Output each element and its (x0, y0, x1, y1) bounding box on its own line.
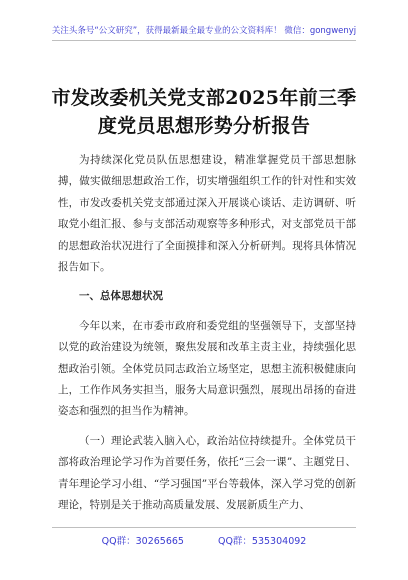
header-note: 关注头条号“公文研究”，获得最新最全最专业的公文资料库！ 微信：gongwenyj (51, 26, 357, 36)
overview-paragraph: 今年以来，在市委市政府和委党组的坚强领导下，支部坚持以党的政治建设为统领，聚焦发展和改革主责主业，持续强化思想政治引领。全体党员同志政治立场坚定，思想主流积极健康向上，工作作风务实担当，服务大局意识强烈，展现出昂扬的奋进姿态和强烈的担当作为精神。 (58, 319, 356, 418)
intro-paragraph: 为持续深化党员队伍思想建设，精准掌握党员干部思想脉搏，做实做细思想政治工作，切实增强组织工作的针对性和实效性，市发改委机关党支部通过深入开展谈心谈话、走访调研、听取党小组汇报、参与支部活动观察等多种形式，对支部党员干部的思想政治状况进行了全面摸排和深入分析研判。现将具体情况报告如下。 (58, 154, 356, 274)
header-divider (52, 40, 356, 41)
document-body (58, 150, 356, 517)
paragraph-gap (58, 308, 356, 316)
section-heading: 一、总体思想状况 (79, 290, 163, 303)
subsection-paragraph: （一）理论武装入脑入心，政治站位持续提升。全体党员干部将政治理论学习作为首要任务，依托“三会一课”、主题党日、青年理论学习小组、“学习强国”平台等载体，深入学习党的创新理论，特别是关于推动高质量发展、发展新质生产力、 (58, 434, 356, 512)
document-title: 市发改委机关党支部2025年前三季度党员思想形势分析报告 (51, 87, 357, 137)
qq-group-2: QQ群：535304092 (217, 536, 307, 547)
footer-divider (52, 527, 356, 528)
paragraph-gap (58, 423, 356, 431)
paragraph-gap (58, 278, 356, 286)
footer (0, 533, 408, 547)
qq-group-1: QQ群：30265665 (101, 536, 184, 547)
